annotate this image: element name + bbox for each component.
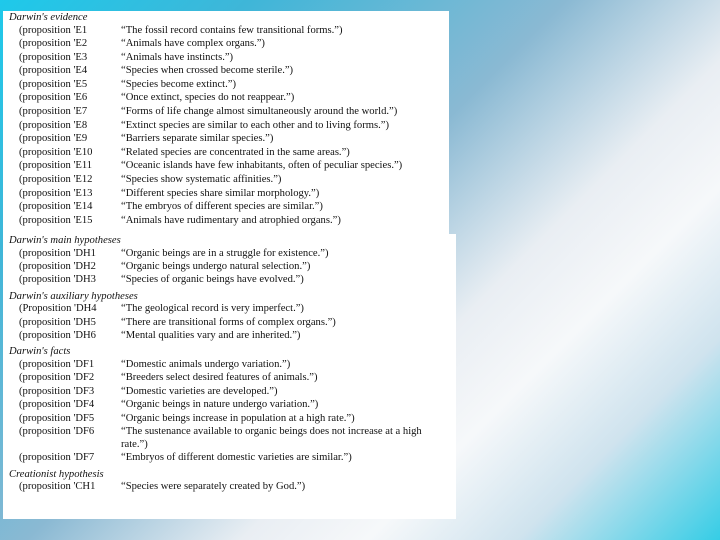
proposition-id: (proposition 'E6 [19,92,88,104]
proposition-id: (proposition 'DF6 [19,425,95,437]
proposition-text: “Oceanic islands have few inhabitants, often of peculiar species.”) [121,160,403,172]
proposition-text: “The fossil record contains few transitional forms.”) [121,24,343,36]
section-title-creationist: Creationist hypothesis [9,468,104,480]
proposition-row [9,105,449,119]
proposition-id: (proposition 'E3 [19,51,88,63]
proposition-row [9,398,456,411]
proposition-id: (proposition 'E9 [19,133,88,145]
proposition-id: (proposition 'E2 [19,38,88,50]
proposition-text: “Domestic animals undergo variation.”) [121,358,291,370]
proposition-row [9,371,456,384]
proposition-id: (proposition 'E1 [19,24,88,36]
proposition-id: (proposition 'DF7 [19,452,95,464]
proposition-id: (proposition 'E11 [19,160,93,172]
proposition-id: (proposition 'DH6 [19,330,96,342]
proposition-text: “Species when crossed become sterile.”) [121,65,294,77]
scanned-page-top [3,11,449,234]
evidence-list [9,24,449,228]
proposition-text: “The sustenance available to organic beings does not increase at a high rate.”) [121,425,422,450]
proposition-id: (proposition 'E10 [19,146,93,158]
proposition-text: “Species of organic beings have evolved.”) [121,274,304,286]
proposition-row [9,119,449,133]
proposition-id: (proposition 'E8 [19,119,88,131]
proposition-text: “Organic beings are in a struggle for existence.”) [121,247,329,259]
proposition-text: “Domestic varieties are developed.”) [121,385,278,397]
proposition-text: “Embryos of different domestic varieties are similar.”) [121,452,352,464]
facts-list [9,358,456,465]
section-title-evidence: Darwin's evidence [9,12,88,23]
proposition-row [9,329,456,342]
proposition-row [9,146,449,160]
proposition-row [9,412,456,425]
proposition-id: (proposition 'DH2 [19,260,96,272]
proposition-row [9,173,449,187]
proposition-row [9,159,449,173]
section-title-auxiliary-hypotheses: Darwin's auxiliary hypotheses [9,290,138,302]
proposition-row [9,260,456,273]
proposition-id: (proposition 'DF2 [19,372,95,384]
proposition-row [9,214,449,228]
proposition-row [9,64,449,78]
proposition-id: (proposition 'E13 [19,187,93,199]
proposition-text: “Mental qualities vary and are inherited.”) [121,330,301,342]
proposition-id: (proposition 'DF3 [19,385,95,397]
proposition-row [9,302,456,315]
proposition-text: “Species were separately created by God.”) [121,481,306,493]
proposition-id: (proposition 'E5 [19,78,88,90]
proposition-text: “Species become extinct.”) [121,78,237,90]
proposition-row [9,200,449,214]
proposition-row [9,247,456,260]
proposition-id: (proposition 'E7 [19,106,88,118]
proposition-row [9,78,449,92]
proposition-text: “Breeders select desired features of animals.”) [121,372,318,384]
proposition-row [9,24,449,38]
proposition-text: “Forms of life change almost simultaneously around the world.”) [121,106,398,118]
main-hypotheses-list [9,247,456,287]
proposition-text: “Organic beings in nature undergo variation.”) [121,399,319,411]
proposition-id: (proposition 'DH3 [19,274,96,286]
proposition-text: “There are transitional forms of complex organs.”) [121,316,336,328]
proposition-id: (proposition 'E12 [19,174,93,186]
proposition-id: (proposition 'DF5 [19,412,95,424]
proposition-text: “Barriers separate similar species.”) [121,133,274,145]
proposition-id: (proposition 'DH5 [19,316,96,328]
proposition-row [9,187,449,201]
proposition-text: “Animals have rudimentary and atrophied organs.”) [121,214,341,226]
auxiliary-hypotheses-list [9,302,456,342]
proposition-row [9,51,449,65]
section-title-facts: Darwin's facts [9,346,71,358]
creationist-list [9,480,456,493]
proposition-id: (proposition 'CH1 [19,481,96,493]
proposition-row [9,37,449,51]
proposition-row [9,91,449,105]
proposition-text: “The geological record is very imperfect.”) [121,303,304,315]
proposition-row [9,273,456,286]
section-title-main-hypotheses: Darwin's main hypotheses [9,235,121,246]
proposition-row [9,480,456,493]
proposition-text: “Extinct species are similar to each other and to living forms.”) [121,119,389,131]
proposition-row [9,451,456,464]
proposition-id: (proposition 'DF4 [19,399,95,411]
proposition-text: “Organic beings increase in population at a high rate.”) [121,412,355,424]
proposition-id: (proposition 'DF1 [19,358,95,370]
proposition-text: “Organic beings undergo natural selection.”) [121,260,311,272]
proposition-text: “Once extinct, species do not reappear.”) [121,92,295,104]
proposition-id: (proposition 'E15 [19,214,93,226]
proposition-row [9,358,456,371]
proposition-id: (proposition 'E4 [19,65,88,77]
proposition-row [9,385,456,398]
proposition-row [9,132,449,146]
proposition-text: “The embryos of different species are similar.”) [121,201,323,213]
proposition-text: “Different species share similar morphology.”) [121,187,320,199]
proposition-text: “Related species are concentrated in the same areas.”) [121,146,350,158]
proposition-id: (proposition 'E14 [19,201,93,213]
proposition-text: “Animals have complex organs.”) [121,38,265,50]
proposition-text: “Species show systematic affinities.”) [121,174,282,186]
proposition-id: (proposition 'DH1 [19,247,96,259]
proposition-id: (Proposition 'DH4 [19,303,97,315]
proposition-row [9,316,456,329]
scanned-page-bottom [3,234,456,519]
proposition-row [9,425,456,451]
proposition-text: “Animals have instincts.”) [121,51,234,63]
